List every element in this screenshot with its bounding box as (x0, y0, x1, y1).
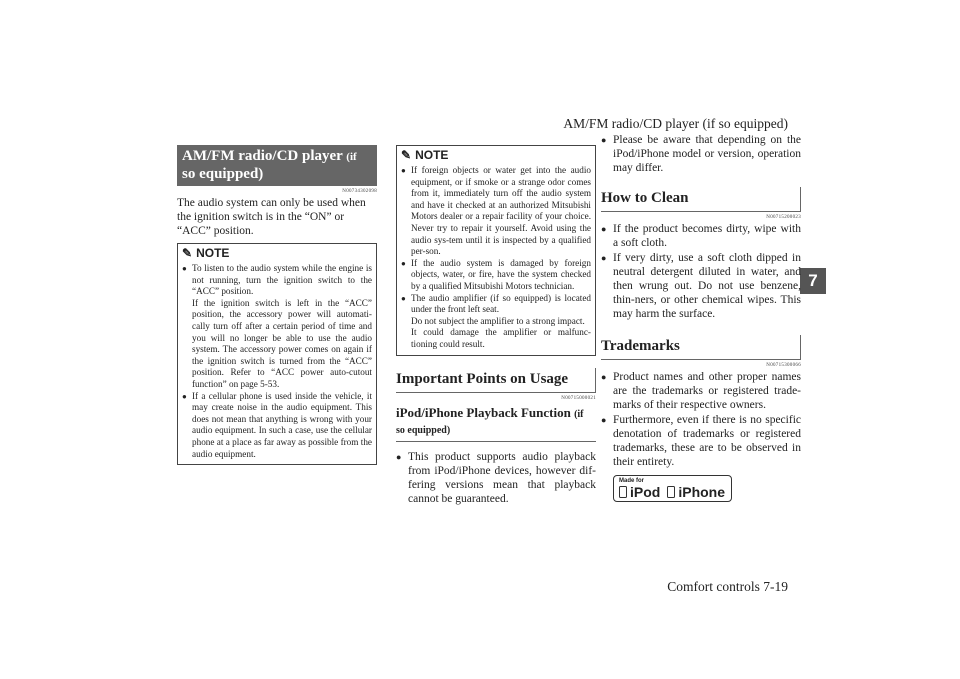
badge-top-text: Made for (619, 478, 645, 484)
page-title (177, 145, 377, 186)
section-code: N00715200023 (766, 215, 801, 220)
section-code: N00715000021 (561, 395, 596, 401)
note-label: NOTE (196, 246, 230, 260)
column-1 (177, 145, 377, 465)
ipod-device-icon (619, 486, 627, 498)
page-title-line2: so equipped) (182, 166, 264, 182)
column-2 (396, 145, 596, 506)
running-head: AM/FM radio/CD player (if so equipped) (563, 116, 788, 131)
note-header (401, 146, 591, 165)
note-item: ● If the audio system is damaged by foreign objects, water, or fire, have the system checked by a qualified Mitsubishi Motors technician. (401, 258, 591, 293)
note-item: ● The audio amplifier (if so equipped) is located under the front left seat. Do not subject the amplifier to a strong impact. It could damage the amplifier or malfunc-tioning could result. (401, 293, 591, 351)
intro-text: The audio system can only be used when the ignition switch is in the “ON” or “ACC” position. (177, 197, 366, 237)
note-item: ● If foreign objects or water get into the audio equipment, or if smoke or a strange odor comes from it, immediately turn off the audio system and have it checked at an authorized Mitsubishi Motors dealer or a repair facility of your choice. Never try to repair it yourself. Avoid using the audio sys-tem until it is inspected by a qualified per-son. (401, 165, 591, 258)
running-foot: Comfort controls 7-19 (667, 579, 788, 594)
subsection-heading-line2: so equipped) (396, 424, 451, 436)
note-item: ● If a cellular phone is used inside the vehicle, it may create noise in the audio equipment. This does not mean that anything is wrong with your audio equipment. In such a case, use the cellular phone at a place as far away as possible from the audio equipment. (182, 391, 372, 461)
bullet-item: ● Please be aware that depending on the iPod/iPhone model or version, operation may differ. (601, 133, 801, 175)
badge-iphone-text: iPhone (678, 484, 726, 500)
section-code: N00715300066 (766, 363, 801, 368)
bullet-item: ● If very dirty, use a soft cloth dipped in neutral detergent diluted in water, and then wrung out. Do not use benzene, thin-ners, or other chemical wipes. This may harm the surface. (601, 251, 801, 321)
page-title-text: AM/FM radio/CD player (182, 148, 343, 164)
made-for-ipod-iphone-badge (613, 475, 732, 502)
iphone-device-icon (667, 486, 675, 498)
chapter-tab: 7 (800, 268, 826, 294)
bullet-item: ● This product supports audio playback from iPod/iPhone devices, however dif-fering versions mean that playback cannot be guaranteed. (396, 450, 596, 506)
note-header (182, 244, 372, 263)
section-heading-how-to-clean: How to Clean (601, 187, 801, 212)
bullet-item: ● If the product becomes dirty, wipe with a soft cloth. (601, 222, 801, 250)
bullet-item: ● Furthermore, even if there is no specific denotation of trademarks or registered trademarks, these are to be observed in their entirety. (601, 413, 801, 469)
note-box (177, 243, 377, 465)
note-label: NOTE (415, 148, 449, 162)
section-heading-important-points: Important Points on Usage (396, 368, 596, 393)
note-box (396, 145, 596, 356)
subsection-heading-ipod (396, 403, 596, 442)
badge-row (619, 484, 725, 500)
section-heading-trademarks: Trademarks (601, 335, 801, 360)
subsection-heading-suffix: (if (574, 408, 584, 420)
section-code: N00734302098 (342, 189, 377, 194)
badge-ipod-text: iPod (630, 484, 661, 500)
pencil-icon: ✎ (401, 148, 412, 162)
note-item: ● To listen to the audio system while the engine is not running, turn the ignition switch to the “ACC” position. If the ignition switch is left in the “ACC” position, the accessory power will automati-cally turn off after a certain period of time and you will no longer be able to use the audio system. The accessory power comes on again if the ignition switch is turned from the “ACC” position. Refer to “ACC power auto-cutout function” on page 5-53. (182, 263, 372, 391)
pencil-icon: ✎ (182, 246, 193, 260)
bullet-item: ● Product names and other proper names are the trademarks or registered trade-marks of their respective owners. (601, 370, 801, 412)
subsection-heading-text: iPod/iPhone Playback Function (396, 404, 571, 420)
column-3 (601, 134, 801, 502)
page-title-suffix: (if (346, 151, 357, 163)
